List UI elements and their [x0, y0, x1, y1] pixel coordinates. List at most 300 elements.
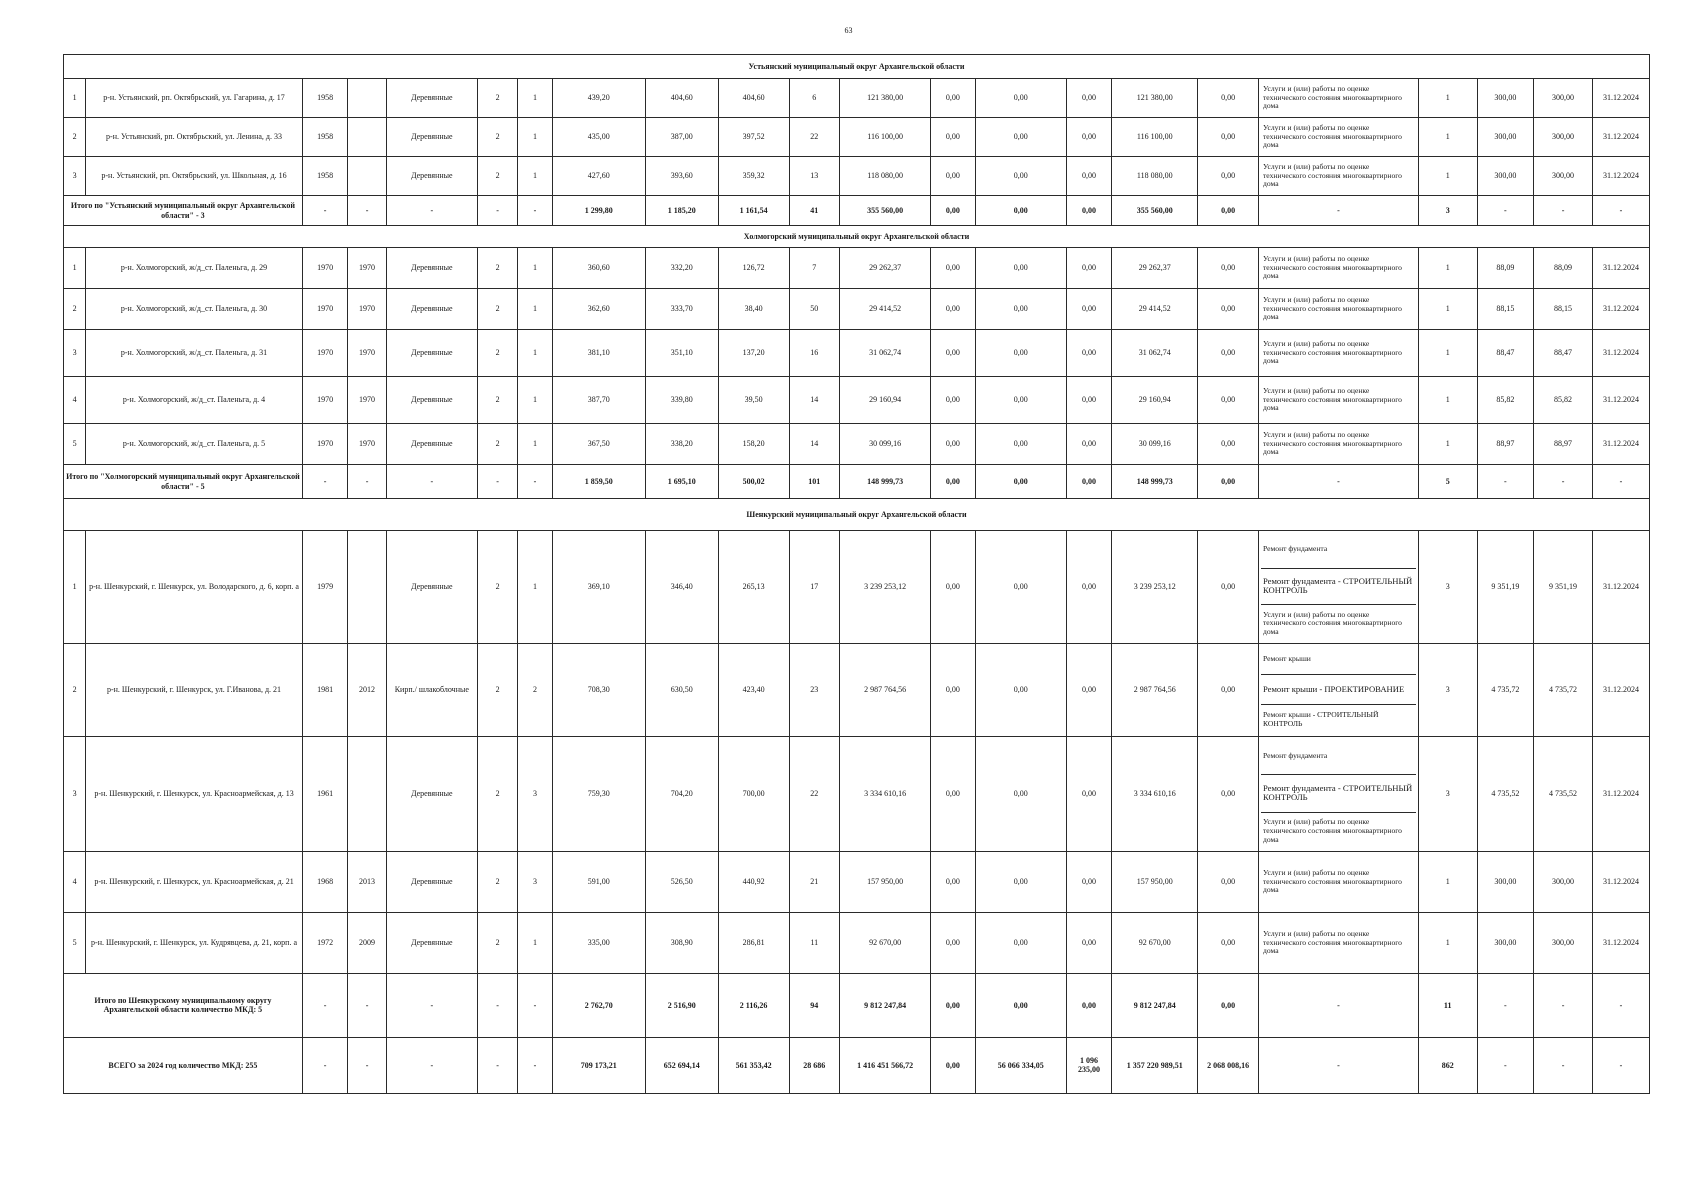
residents-cell: 22 [789, 736, 840, 851]
floors-cell: 2 [477, 157, 517, 196]
floors-cell: 2 [477, 851, 517, 912]
fund-municipal-cell: 0,00 [1066, 643, 1112, 736]
residential-area-cell: 630,50 [645, 643, 718, 736]
work-count-cell: 1 [1418, 157, 1477, 196]
address-cell: р-н. Холмогорский, ж/д_ст. Паленьга, д. 5 [86, 424, 303, 465]
total-area-cell: 591,00 [552, 851, 645, 912]
residential-area-cell: 333,70 [645, 289, 718, 330]
work-types-cell: - [1258, 196, 1418, 226]
total-dash-cell: - [348, 465, 386, 499]
total-label: Итого по Шенкурскому муниципальному округу Архангельской области количество МКД: 5 [64, 973, 303, 1037]
entrances-cell: 1 [518, 79, 552, 118]
fund-other-cell: 0,00 [1198, 643, 1259, 736]
table-row [64, 79, 1650, 118]
fund-regional-cell: 56 066 334,05 [975, 1037, 1066, 1093]
residential-area-cell: 339,80 [645, 377, 718, 424]
total-cost-cell: 29 160,94 [840, 377, 931, 424]
residents-cell: 22 [789, 118, 840, 157]
residents-cell: 14 [789, 424, 840, 465]
fund-federal-cell: 0,00 [931, 377, 976, 424]
year-built-cell: 1970 [302, 289, 348, 330]
total-dash-cell: - [302, 196, 348, 226]
work-type-item: Услуги и (или) работы по оценке технического состояния многоквартирного дома [1262, 429, 1402, 457]
private-area-cell: 397,52 [718, 118, 789, 157]
total-dash-cell: - [477, 465, 517, 499]
fund-municipal-cell: 0,00 [1066, 531, 1112, 644]
unit-cost-cell: 300,00 [1477, 118, 1534, 157]
fund-owners-cell: 121 380,00 [1112, 79, 1198, 118]
fund-federal-cell: 0,00 [931, 157, 976, 196]
year-built-cell: 1970 [302, 377, 348, 424]
completion-date-cell: 31.12.2024 [1592, 643, 1649, 736]
private-area-cell: 440,92 [718, 851, 789, 912]
work-count-cell: 1 [1418, 289, 1477, 330]
private-area-cell: 404,60 [718, 79, 789, 118]
completion-date-cell: 31.12.2024 [1592, 851, 1649, 912]
fund-regional-cell: 0,00 [975, 79, 1066, 118]
address-cell: р-н. Шенкурский, г. Шенкурск, ул. Г.Иванова, д. 21 [86, 643, 303, 736]
fund-regional-cell: 0,00 [975, 531, 1066, 644]
row-number: 5 [64, 424, 86, 465]
year-renovated-cell [348, 736, 386, 851]
fund-municipal-cell: 0,00 [1066, 118, 1112, 157]
table-row [64, 643, 1650, 736]
fund-regional-cell: 0,00 [975, 118, 1066, 157]
total-area-cell: 709 173,21 [552, 1037, 645, 1093]
fund-owners-cell: 29 160,94 [1112, 377, 1198, 424]
max-unit-cost-cell: 300,00 [1534, 79, 1593, 118]
floors-cell: 2 [477, 531, 517, 644]
fund-regional-cell: 0,00 [975, 912, 1066, 973]
year-renovated-cell: 2013 [348, 851, 386, 912]
fund-regional-cell: 0,00 [975, 465, 1066, 499]
total-dash-cell: - [477, 196, 517, 226]
entrances-cell: 3 [518, 851, 552, 912]
row-number: 5 [64, 912, 86, 973]
total-dash-cell: - [1592, 196, 1649, 226]
unit-cost-cell: - [1477, 1037, 1534, 1093]
year-renovated-cell [348, 531, 386, 644]
residential-area-cell: 1 695,10 [645, 465, 718, 499]
max-unit-cost-cell: 4 735,72 [1534, 643, 1593, 736]
total-cost-cell: 116 100,00 [840, 118, 931, 157]
section-title: Устьянский муниципальный округ Архангельской области [64, 55, 1650, 79]
total-cost-cell: 3 239 253,12 [840, 531, 931, 644]
work-type-item: Услуги и (или) работы по оценке технического состояния многоквартирного дома [1262, 385, 1402, 413]
fund-other-cell: 0,00 [1198, 196, 1259, 226]
address-cell: р-н. Холмогорский, ж/д_ст. Паленьга, д. 30 [86, 289, 303, 330]
unit-cost-cell: 88,15 [1477, 289, 1534, 330]
fund-federal-cell: 0,00 [931, 118, 976, 157]
residents-cell: 6 [789, 79, 840, 118]
capital-repair-register-table [63, 54, 1650, 1094]
completion-date-cell: 31.12.2024 [1592, 377, 1649, 424]
entrances-cell: 1 [518, 248, 552, 289]
max-unit-cost-cell: 88,09 [1534, 248, 1593, 289]
year-built-cell: 1958 [302, 118, 348, 157]
fund-other-cell: 0,00 [1198, 289, 1259, 330]
completion-date-cell: 31.12.2024 [1592, 157, 1649, 196]
residential-area-cell: 387,00 [645, 118, 718, 157]
fund-municipal-cell: 0,00 [1066, 465, 1112, 499]
page-number: 63 [844, 26, 853, 35]
private-area-cell: 359,32 [718, 157, 789, 196]
work-type-item: Ремонт фундамента - СТРОИТЕЛЬНЫЙ КОНТРОЛЬ [1261, 775, 1416, 812]
fund-owners-cell: 355 560,00 [1112, 196, 1198, 226]
residents-cell: 7 [789, 248, 840, 289]
total-dash-cell: - [518, 196, 552, 226]
work-count-cell: 3 [1418, 736, 1477, 851]
fund-regional-cell: 0,00 [975, 851, 1066, 912]
work-type-item: Услуги и (или) работы по оценке технического состояния многоквартирного дома [1262, 338, 1402, 366]
year-built-cell: 1970 [302, 248, 348, 289]
work-types-cell [1258, 289, 1418, 330]
table-row [64, 736, 1650, 851]
total-cost-cell: 157 950,00 [840, 851, 931, 912]
work-count-cell: 3 [1418, 643, 1477, 736]
unit-cost-cell: 9 351,19 [1477, 531, 1534, 644]
table-row [64, 531, 1650, 644]
fund-owners-cell: 29 414,52 [1112, 289, 1198, 330]
total-dash-cell: - [1592, 1037, 1649, 1093]
year-renovated-cell: 1970 [348, 377, 386, 424]
work-type-item: Услуги и (или) работы по оценке технического состояния многоквартирного дома [1262, 253, 1402, 281]
fund-other-cell: 0,00 [1198, 465, 1259, 499]
fund-regional-cell: 0,00 [975, 289, 1066, 330]
total-cost-cell: 148 999,73 [840, 465, 931, 499]
private-area-cell: 265,13 [718, 531, 789, 644]
total-area-cell: 2 762,70 [552, 973, 645, 1037]
max-unit-cost-cell: 88,47 [1534, 330, 1593, 377]
work-types-cell [1258, 912, 1418, 973]
fund-federal-cell: 0,00 [931, 330, 976, 377]
work-types-cell: - [1258, 973, 1418, 1037]
fund-regional-cell: 0,00 [975, 196, 1066, 226]
wall-material-cell: Деревянные [386, 377, 477, 424]
residential-area-cell: 351,10 [645, 330, 718, 377]
fund-municipal-cell: 0,00 [1066, 424, 1112, 465]
max-unit-cost-cell: 300,00 [1534, 118, 1593, 157]
row-number: 2 [64, 643, 86, 736]
total-area-cell: 369,10 [552, 531, 645, 644]
total-area-cell: 335,00 [552, 912, 645, 973]
total-dash-cell: - [348, 196, 386, 226]
work-count-cell: 5 [1418, 465, 1477, 499]
fund-owners-cell: 118 080,00 [1112, 157, 1198, 196]
row-number: 2 [64, 118, 86, 157]
wall-material-cell: Деревянные [386, 531, 477, 644]
address-cell: р-н. Шенкурский, г. Шенкурск, ул. Володарского, д. 6, корп. а [86, 531, 303, 644]
fund-municipal-cell: 0,00 [1066, 912, 1112, 973]
address-cell: р-н. Шенкурский, г. Шенкурск, ул. Красноармейская, д. 21 [86, 851, 303, 912]
wall-material-cell: Кирп./ шлакоблочные [386, 643, 477, 736]
unit-cost-cell: 4 735,72 [1477, 643, 1534, 736]
fund-owners-cell: 92 670,00 [1112, 912, 1198, 973]
wall-material-cell: Деревянные [386, 289, 477, 330]
wall-material-cell: Деревянные [386, 157, 477, 196]
work-type-item: Ремонт фундамента [1261, 738, 1416, 775]
fund-regional-cell: 0,00 [975, 424, 1066, 465]
residential-area-cell: 404,60 [645, 79, 718, 118]
fund-other-cell: 0,00 [1198, 973, 1259, 1037]
fund-federal-cell: 0,00 [931, 851, 976, 912]
total-area-cell: 759,30 [552, 736, 645, 851]
total-label: Итого по "Устьянский муниципальный округ Архангельской области" - 3 [64, 196, 303, 226]
fund-federal-cell: 0,00 [931, 465, 976, 499]
year-renovated-cell: 1970 [348, 289, 386, 330]
work-count-cell: 1 [1418, 377, 1477, 424]
completion-date-cell: 31.12.2024 [1592, 736, 1649, 851]
floors-cell: 2 [477, 736, 517, 851]
fund-owners-cell: 29 262,37 [1112, 248, 1198, 289]
total-area-cell: 387,70 [552, 377, 645, 424]
floors-cell: 2 [477, 289, 517, 330]
max-unit-cost-cell: - [1534, 973, 1593, 1037]
total-area-cell: 1 859,50 [552, 465, 645, 499]
section-header-row [64, 499, 1650, 531]
wall-material-cell: Деревянные [386, 118, 477, 157]
year-renovated-cell: 2009 [348, 912, 386, 973]
fund-municipal-cell: 0,00 [1066, 851, 1112, 912]
total-dash-cell: - [348, 1037, 386, 1093]
private-area-cell: 137,20 [718, 330, 789, 377]
year-renovated-cell [348, 118, 386, 157]
private-area-cell: 500,02 [718, 465, 789, 499]
max-unit-cost-cell: - [1534, 1037, 1593, 1093]
fund-federal-cell: 0,00 [931, 196, 976, 226]
year-renovated-cell: 1970 [348, 248, 386, 289]
total-dash-cell: - [1592, 973, 1649, 1037]
unit-cost-cell: - [1477, 465, 1534, 499]
work-types-cell [1258, 736, 1418, 851]
unit-cost-cell: 88,47 [1477, 330, 1534, 377]
year-built-cell: 1972 [302, 912, 348, 973]
table-row [64, 424, 1650, 465]
unit-cost-cell: - [1477, 196, 1534, 226]
fund-other-cell: 0,00 [1198, 79, 1259, 118]
total-dash-cell: - [348, 973, 386, 1037]
fund-owners-cell: 3 334 610,16 [1112, 736, 1198, 851]
work-types-cell [1258, 157, 1418, 196]
max-unit-cost-cell: 85,82 [1534, 377, 1593, 424]
completion-date-cell: 31.12.2024 [1592, 330, 1649, 377]
fund-federal-cell: 0,00 [931, 736, 976, 851]
table-row [64, 912, 1650, 973]
residents-cell: 21 [789, 851, 840, 912]
completion-date-cell: 31.12.2024 [1592, 912, 1649, 973]
wall-material-cell: Деревянные [386, 248, 477, 289]
total-dash-cell: - [477, 973, 517, 1037]
fund-other-cell: 0,00 [1198, 424, 1259, 465]
table-row [64, 248, 1650, 289]
fund-municipal-cell: 0,00 [1066, 79, 1112, 118]
total-area-cell: 381,10 [552, 330, 645, 377]
residents-cell: 13 [789, 157, 840, 196]
total-dash-cell: - [518, 973, 552, 1037]
unit-cost-cell: 300,00 [1477, 79, 1534, 118]
fund-municipal-cell: 0,00 [1066, 330, 1112, 377]
total-area-cell: 435,00 [552, 118, 645, 157]
fund-other-cell: 0,00 [1198, 912, 1259, 973]
fund-regional-cell: 0,00 [975, 643, 1066, 736]
total-area-cell: 427,60 [552, 157, 645, 196]
total-cost-cell: 118 080,00 [840, 157, 931, 196]
private-area-cell: 158,20 [718, 424, 789, 465]
total-dash-cell: - [1592, 465, 1649, 499]
fund-municipal-cell: 0,00 [1066, 248, 1112, 289]
work-types-cell [1258, 248, 1418, 289]
max-unit-cost-cell: 9 351,19 [1534, 531, 1593, 644]
fund-owners-cell: 31 062,74 [1112, 330, 1198, 377]
private-area-cell: 126,72 [718, 248, 789, 289]
grand-total-label: ВСЕГО за 2024 год количество МКД: 255 [64, 1037, 303, 1093]
row-number: 1 [64, 248, 86, 289]
fund-municipal-cell: 0,00 [1066, 196, 1112, 226]
work-type-item: Услуги и (или) работы по оценке технического состояния многоквартирного дома [1262, 928, 1402, 956]
year-built-cell: 1961 [302, 736, 348, 851]
fund-other-cell: 0,00 [1198, 736, 1259, 851]
row-number: 3 [64, 157, 86, 196]
fund-municipal-cell: 0,00 [1066, 736, 1112, 851]
fund-regional-cell: 0,00 [975, 330, 1066, 377]
address-cell: р-н. Шенкурский, г. Шенкурск, ул. Кудрявцева, д. 21, корп. а [86, 912, 303, 973]
residents-cell: 16 [789, 330, 840, 377]
fund-owners-cell: 148 999,73 [1112, 465, 1198, 499]
entrances-cell: 1 [518, 118, 552, 157]
private-area-cell: 561 353,42 [718, 1037, 789, 1093]
table-row [64, 377, 1650, 424]
unit-cost-cell: 300,00 [1477, 851, 1534, 912]
residential-area-cell: 526,50 [645, 851, 718, 912]
total-area-cell: 1 299,80 [552, 196, 645, 226]
work-types-cell [1258, 851, 1418, 912]
residential-area-cell: 332,20 [645, 248, 718, 289]
section-title: Холмогорский муниципальный округ Архангельской области [64, 226, 1650, 248]
year-renovated-cell [348, 157, 386, 196]
fund-other-cell: 0,00 [1198, 118, 1259, 157]
fund-other-cell: 2 068 008,16 [1198, 1037, 1259, 1093]
residential-area-cell: 704,20 [645, 736, 718, 851]
work-type-item: Ремонт фундамента - СТРОИТЕЛЬНЫЙ КОНТРОЛЬ [1261, 569, 1416, 606]
work-type-item: Услуги и (или) работы по оценке технического состояния многоквартирного дома [1262, 817, 1402, 844]
work-type-item: Услуги и (или) работы по оценке технического состояния многоквартирного дома [1262, 867, 1402, 895]
total-label: Итого по "Холмогорский муниципальный округ Архангельской области" - 5 [64, 465, 303, 499]
residents-cell: 28 686 [789, 1037, 840, 1093]
work-types-cell [1258, 330, 1418, 377]
fund-other-cell: 0,00 [1198, 157, 1259, 196]
unit-cost-cell: 85,82 [1477, 377, 1534, 424]
fund-federal-cell: 0,00 [931, 1037, 976, 1093]
fund-municipal-cell: 0,00 [1066, 377, 1112, 424]
total-dash-cell: - [386, 1037, 477, 1093]
fund-regional-cell: 0,00 [975, 248, 1066, 289]
address-cell: р-н. Устьянский, рп. Октябрьский, ул. Школьная, д. 16 [86, 157, 303, 196]
work-type-item: Ремонт фундамента [1261, 532, 1416, 569]
work-count-cell: 1 [1418, 248, 1477, 289]
residents-cell: 23 [789, 643, 840, 736]
work-count-cell: 1 [1418, 79, 1477, 118]
residential-area-cell: 652 694,14 [645, 1037, 718, 1093]
fund-other-cell: 0,00 [1198, 248, 1259, 289]
address-cell: р-н. Холмогорский, ж/д_ст. Паленьга, д. 4 [86, 377, 303, 424]
max-unit-cost-cell: 88,97 [1534, 424, 1593, 465]
row-number: 4 [64, 851, 86, 912]
total-dash-cell: - [386, 973, 477, 1037]
unit-cost-cell: 88,97 [1477, 424, 1534, 465]
max-unit-cost-cell: 88,15 [1534, 289, 1593, 330]
total-dash-cell: - [477, 1037, 517, 1093]
entrances-cell: 1 [518, 912, 552, 973]
fund-federal-cell: 0,00 [931, 912, 976, 973]
fund-regional-cell: 0,00 [975, 973, 1066, 1037]
wall-material-cell: Деревянные [386, 330, 477, 377]
fund-federal-cell: 0,00 [931, 643, 976, 736]
total-area-cell: 367,50 [552, 424, 645, 465]
address-cell: р-н. Устьянский, рп. Октябрьский, ул. Гагарина, д. 17 [86, 79, 303, 118]
residents-cell: 11 [789, 912, 840, 973]
completion-date-cell: 31.12.2024 [1592, 289, 1649, 330]
work-type-item: Ремонт крыши [1261, 645, 1416, 675]
unit-cost-cell: 88,09 [1477, 248, 1534, 289]
section-header-row [64, 55, 1650, 79]
completion-date-cell: 31.12.2024 [1592, 79, 1649, 118]
unit-cost-cell: 4 735,52 [1477, 736, 1534, 851]
work-type-item: Ремонт крыши - СТРОИТЕЛЬНЫЙ КОНТРОЛЬ [1262, 710, 1379, 728]
total-cost-cell: 9 812 247,84 [840, 973, 931, 1037]
entrances-cell: 1 [518, 531, 552, 644]
fund-federal-cell: 0,00 [931, 531, 976, 644]
year-renovated-cell [348, 79, 386, 118]
fund-other-cell: 0,00 [1198, 851, 1259, 912]
total-dash-cell: - [302, 465, 348, 499]
floors-cell: 2 [477, 118, 517, 157]
total-cost-cell: 2 987 764,56 [840, 643, 931, 736]
year-renovated-cell: 1970 [348, 424, 386, 465]
row-number: 1 [64, 79, 86, 118]
row-number: 3 [64, 330, 86, 377]
table-row [64, 289, 1650, 330]
private-area-cell: 423,40 [718, 643, 789, 736]
total-area-cell: 362,60 [552, 289, 645, 330]
wall-material-cell: Деревянные [386, 851, 477, 912]
section-total-row [64, 196, 1650, 226]
section-total-row [64, 973, 1650, 1037]
fund-municipal-cell: 1 096 235,00 [1066, 1037, 1112, 1093]
residents-cell: 14 [789, 377, 840, 424]
fund-municipal-cell: 0,00 [1066, 157, 1112, 196]
unit-cost-cell: - [1477, 973, 1534, 1037]
private-area-cell: 38,40 [718, 289, 789, 330]
unit-cost-cell: 300,00 [1477, 157, 1534, 196]
section-title: Шенкурский муниципальный округ Архангельской области [64, 499, 1650, 531]
max-unit-cost-cell: - [1534, 196, 1593, 226]
work-type-item: Услуги и (или) работы по оценке технического состояния многоквартирного дома [1262, 83, 1402, 111]
wall-material-cell: Деревянные [386, 79, 477, 118]
wall-material-cell: Деревянные [386, 736, 477, 851]
work-type-item: Ремонт крыши - ПРОЕКТИРОВАНИЕ [1261, 675, 1416, 705]
work-types-cell [1258, 424, 1418, 465]
wall-material-cell: Деревянные [386, 424, 477, 465]
fund-regional-cell: 0,00 [975, 736, 1066, 851]
year-renovated-cell: 1970 [348, 330, 386, 377]
section-total-row [64, 465, 1650, 499]
fund-federal-cell: 0,00 [931, 248, 976, 289]
residential-area-cell: 393,60 [645, 157, 718, 196]
completion-date-cell: 31.12.2024 [1592, 118, 1649, 157]
work-count-cell: 1 [1418, 118, 1477, 157]
entrances-cell: 3 [518, 736, 552, 851]
total-area-cell: 708,30 [552, 643, 645, 736]
